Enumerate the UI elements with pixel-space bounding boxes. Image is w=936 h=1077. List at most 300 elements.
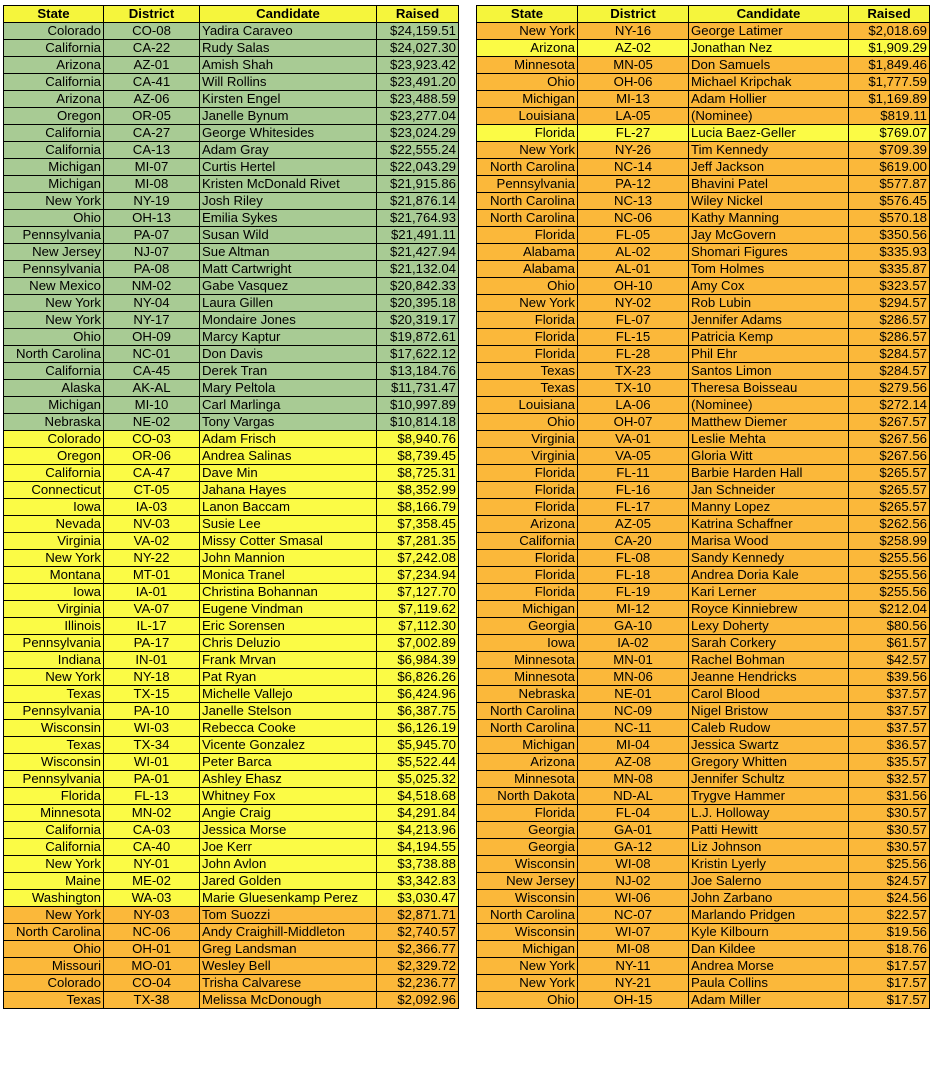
table-row <box>4 465 459 482</box>
candidate-cell: Phil Ehr <box>689 346 849 363</box>
raised-cell: $21,915.86 <box>377 176 459 193</box>
district-cell: IN-01 <box>104 652 200 669</box>
state-cell: Texas <box>4 992 104 1009</box>
raised-cell: $255.56 <box>849 550 930 567</box>
state-cell: California <box>4 125 104 142</box>
state-cell: North Carolina <box>4 346 104 363</box>
raised-cell: $7,281.35 <box>377 533 459 550</box>
table-row <box>4 261 459 278</box>
district-cell: MN-05 <box>578 57 689 74</box>
state-cell: Virginia <box>4 601 104 618</box>
state-cell: Nebraska <box>477 686 578 703</box>
state-cell: California <box>4 839 104 856</box>
candidate-cell: Marie Gluesenkamp Perez <box>200 890 377 907</box>
table-row <box>4 363 459 380</box>
raised-cell: $2,871.71 <box>377 907 459 924</box>
state-cell: New Mexico <box>4 278 104 295</box>
header-row <box>4 6 459 23</box>
raised-cell: $18.76 <box>849 941 930 958</box>
state-cell: Michigan <box>477 941 578 958</box>
table-row <box>4 278 459 295</box>
candidate-cell: Gabe Vasquez <box>200 278 377 295</box>
state-cell: North Carolina <box>477 720 578 737</box>
table-row <box>4 720 459 737</box>
state-cell: Colorado <box>4 431 104 448</box>
district-cell: CA-47 <box>104 465 200 482</box>
raised-cell: $2,236.77 <box>377 975 459 992</box>
candidate-cell: Curtis Hertel <box>200 159 377 176</box>
candidate-cell: John Mannion <box>200 550 377 567</box>
raised-cell: $37.57 <box>849 686 930 703</box>
district-cell: NC-06 <box>104 924 200 941</box>
candidate-cell: Don Samuels <box>689 57 849 74</box>
candidate-cell: Eugene Vindman <box>200 601 377 618</box>
table-row <box>4 805 459 822</box>
raised-cell: $6,387.75 <box>377 703 459 720</box>
district-cell: OR-05 <box>104 108 200 125</box>
candidate-cell: Adam Hollier <box>689 91 849 108</box>
raised-cell: $294.57 <box>849 295 930 312</box>
table-row <box>4 210 459 227</box>
table-row <box>477 125 930 142</box>
district-cell: FL-19 <box>578 584 689 601</box>
state-cell: Florida <box>477 499 578 516</box>
state-cell: Pennsylvania <box>4 227 104 244</box>
table-row <box>477 227 930 244</box>
table-row <box>477 601 930 618</box>
state-cell: New York <box>477 142 578 159</box>
raised-cell: $3,342.83 <box>377 873 459 890</box>
district-cell: MI-10 <box>104 397 200 414</box>
table-row <box>4 975 459 992</box>
state-cell: North Carolina <box>477 703 578 720</box>
table-row <box>477 924 930 941</box>
raised-cell: $819.11 <box>849 108 930 125</box>
candidate-cell: Manny Lopez <box>689 499 849 516</box>
table-row <box>477 941 930 958</box>
raised-cell: $17.57 <box>849 958 930 975</box>
raised-cell: $709.39 <box>849 142 930 159</box>
candidate-cell: Kathy Manning <box>689 210 849 227</box>
district-cell: MN-06 <box>578 669 689 686</box>
raised-cell: $37.57 <box>849 720 930 737</box>
candidate-cell: Pat Ryan <box>200 669 377 686</box>
state-cell: New York <box>477 958 578 975</box>
district-cell: GA-10 <box>578 618 689 635</box>
state-cell: California <box>4 465 104 482</box>
table-row <box>477 23 930 40</box>
candidate-cell: Tom Suozzi <box>200 907 377 924</box>
district-cell: VA-01 <box>578 431 689 448</box>
raised-cell: $577.87 <box>849 176 930 193</box>
district-cell: CA-20 <box>578 533 689 550</box>
raised-cell: $1,909.29 <box>849 40 930 57</box>
state-cell: Virginia <box>477 448 578 465</box>
table-row <box>477 312 930 329</box>
raised-cell: $265.57 <box>849 499 930 516</box>
table-row <box>4 703 459 720</box>
table-row <box>4 176 459 193</box>
raised-cell: $267.56 <box>849 431 930 448</box>
district-cell: CA-40 <box>104 839 200 856</box>
table-row <box>477 992 930 1009</box>
raised-cell: $24.56 <box>849 890 930 907</box>
state-cell: Florida <box>477 227 578 244</box>
table-row <box>477 278 930 295</box>
table-row <box>4 754 459 771</box>
state-cell: Virginia <box>477 431 578 448</box>
candidate-cell: Derek Tran <box>200 363 377 380</box>
raised-cell: $21,427.94 <box>377 244 459 261</box>
table-row <box>4 618 459 635</box>
table-row <box>4 380 459 397</box>
state-cell: North Carolina <box>4 924 104 941</box>
right-table-container <box>476 5 930 1009</box>
district-cell: NJ-02 <box>578 873 689 890</box>
candidate-cell: Leslie Mehta <box>689 431 849 448</box>
raised-cell: $267.57 <box>849 414 930 431</box>
district-cell: MI-07 <box>104 159 200 176</box>
district-cell: CA-41 <box>104 74 200 91</box>
state-cell: Nebraska <box>4 414 104 431</box>
district-cell: PA-07 <box>104 227 200 244</box>
district-cell: VA-07 <box>104 601 200 618</box>
state-cell: New York <box>4 907 104 924</box>
district-cell: NY-22 <box>104 550 200 567</box>
district-cell: CA-03 <box>104 822 200 839</box>
raised-cell: $25.56 <box>849 856 930 873</box>
raised-cell: $21,764.93 <box>377 210 459 227</box>
state-cell: Georgia <box>477 822 578 839</box>
state-cell: New York <box>477 975 578 992</box>
table-row <box>477 142 930 159</box>
district-cell: MT-01 <box>104 567 200 584</box>
state-cell: North Carolina <box>477 907 578 924</box>
candidate-cell: Jay McGovern <box>689 227 849 244</box>
candidate-cell: Marlando Pridgen <box>689 907 849 924</box>
raised-cell: $1,849.46 <box>849 57 930 74</box>
state-cell: Montana <box>4 567 104 584</box>
table-row <box>4 873 459 890</box>
state-cell: Wisconsin <box>4 720 104 737</box>
state-cell: Pennsylvania <box>4 635 104 652</box>
table-row <box>477 329 930 346</box>
raised-cell: $30.57 <box>849 805 930 822</box>
raised-cell: $7,358.45 <box>377 516 459 533</box>
state-cell: Florida <box>477 329 578 346</box>
table-row <box>4 839 459 856</box>
candidate-cell: Carol Blood <box>689 686 849 703</box>
candidate-cell: Eric Sorensen <box>200 618 377 635</box>
table-row <box>477 380 930 397</box>
table-row <box>477 652 930 669</box>
table-row <box>4 295 459 312</box>
district-cell: NY-19 <box>104 193 200 210</box>
raised-cell: $10,814.18 <box>377 414 459 431</box>
table-row <box>477 907 930 924</box>
district-cell: NY-04 <box>104 295 200 312</box>
district-cell: CA-27 <box>104 125 200 142</box>
header-row <box>477 6 930 23</box>
state-cell: Oregon <box>4 448 104 465</box>
district-cell: FL-18 <box>578 567 689 584</box>
table-row <box>477 822 930 839</box>
district-cell: AZ-05 <box>578 516 689 533</box>
candidate-cell: Amy Cox <box>689 278 849 295</box>
table-row <box>477 363 930 380</box>
raised-cell: $21,491.11 <box>377 227 459 244</box>
raised-cell: $7,112.30 <box>377 618 459 635</box>
raised-cell: $23,024.29 <box>377 125 459 142</box>
raised-cell: $5,945.70 <box>377 737 459 754</box>
table-row <box>4 822 459 839</box>
state-cell: California <box>4 822 104 839</box>
table-row <box>477 74 930 91</box>
raised-cell: $61.57 <box>849 635 930 652</box>
raised-cell: $255.56 <box>849 567 930 584</box>
table-row <box>477 40 930 57</box>
candidate-cell: (Nominee) <box>689 108 849 125</box>
candidate-cell: Jonathan Nez <box>689 40 849 57</box>
candidate-cell: Andrea Doria Kale <box>689 567 849 584</box>
candidate-cell: Tony Vargas <box>200 414 377 431</box>
state-cell: Minnesota <box>4 805 104 822</box>
state-cell: Colorado <box>4 23 104 40</box>
table-row <box>477 516 930 533</box>
fundraising-table-left <box>3 5 459 1009</box>
candidate-cell: Matthew Diemer <box>689 414 849 431</box>
table-row <box>477 618 930 635</box>
state-cell: New York <box>4 856 104 873</box>
raised-cell: $5,025.32 <box>377 771 459 788</box>
raised-cell: $39.56 <box>849 669 930 686</box>
state-cell: New York <box>4 312 104 329</box>
table-row <box>477 346 930 363</box>
candidate-cell: Christina Bohannan <box>200 584 377 601</box>
state-cell: Virginia <box>4 533 104 550</box>
raised-cell: $769.07 <box>849 125 930 142</box>
district-cell: GA-12 <box>578 839 689 856</box>
district-cell: PA-01 <box>104 771 200 788</box>
raised-cell: $2,329.72 <box>377 958 459 975</box>
district-cell: MN-01 <box>578 652 689 669</box>
district-cell: AZ-06 <box>104 91 200 108</box>
district-cell: ND-AL <box>578 788 689 805</box>
candidate-cell: Monica Tranel <box>200 567 377 584</box>
table-row <box>4 193 459 210</box>
district-cell: WI-03 <box>104 720 200 737</box>
candidate-cell: Rudy Salas <box>200 40 377 57</box>
district-cell: CO-04 <box>104 975 200 992</box>
raised-cell: $1,777.59 <box>849 74 930 91</box>
table-row <box>4 533 459 550</box>
table-row <box>477 448 930 465</box>
district-cell: WI-01 <box>104 754 200 771</box>
table-body-right <box>477 23 930 1009</box>
table-row <box>477 635 930 652</box>
district-cell: AL-02 <box>578 244 689 261</box>
candidate-cell: John Zarbano <box>689 890 849 907</box>
state-cell: Arizona <box>4 91 104 108</box>
district-cell: NY-02 <box>578 295 689 312</box>
district-cell: OH-09 <box>104 329 200 346</box>
table-row <box>477 482 930 499</box>
district-cell: VA-02 <box>104 533 200 550</box>
candidate-cell: Yadira Caraveo <box>200 23 377 40</box>
table-row <box>477 397 930 414</box>
candidate-cell: Joe Kerr <box>200 839 377 856</box>
state-cell: Maine <box>4 873 104 890</box>
district-cell: PA-17 <box>104 635 200 652</box>
table-row <box>477 805 930 822</box>
raised-cell: $35.57 <box>849 754 930 771</box>
district-cell: OH-06 <box>578 74 689 91</box>
header-state: State <box>4 6 104 23</box>
raised-cell: $570.18 <box>849 210 930 227</box>
district-cell: CA-22 <box>104 40 200 57</box>
district-cell: NY-03 <box>104 907 200 924</box>
candidate-cell: Sarah Corkery <box>689 635 849 652</box>
table-row <box>4 431 459 448</box>
district-cell: TX-38 <box>104 992 200 1009</box>
district-cell: IL-17 <box>104 618 200 635</box>
district-cell: NC-11 <box>578 720 689 737</box>
state-cell: Wisconsin <box>477 890 578 907</box>
candidate-cell: Santos Limon <box>689 363 849 380</box>
candidate-cell: Emilia Sykes <box>200 210 377 227</box>
district-cell: TX-23 <box>578 363 689 380</box>
district-cell: CT-05 <box>104 482 200 499</box>
candidate-cell: Michelle Vallejo <box>200 686 377 703</box>
raised-cell: $2,366.77 <box>377 941 459 958</box>
candidate-cell: Jan Schneider <box>689 482 849 499</box>
candidate-cell: Rachel Bohman <box>689 652 849 669</box>
table-row <box>477 550 930 567</box>
raised-cell: $24,027.30 <box>377 40 459 57</box>
district-cell: NY-17 <box>104 312 200 329</box>
district-cell: AZ-01 <box>104 57 200 74</box>
table-row <box>477 958 930 975</box>
candidate-cell: Kari Lerner <box>689 584 849 601</box>
district-cell: IA-02 <box>578 635 689 652</box>
raised-cell: $335.87 <box>849 261 930 278</box>
district-cell: CA-13 <box>104 142 200 159</box>
district-cell: NJ-07 <box>104 244 200 261</box>
state-cell: Ohio <box>4 210 104 227</box>
raised-cell: $258.99 <box>849 533 930 550</box>
candidate-cell: Ashley Ehasz <box>200 771 377 788</box>
header-raised: Raised <box>377 6 459 23</box>
district-cell: CO-08 <box>104 23 200 40</box>
table-row <box>477 414 930 431</box>
raised-cell: $13,184.76 <box>377 363 459 380</box>
candidate-cell: Sue Altman <box>200 244 377 261</box>
state-cell: Michigan <box>4 397 104 414</box>
table-row <box>477 499 930 516</box>
candidate-cell: Theresa Boisseau <box>689 380 849 397</box>
district-cell: NC-13 <box>578 193 689 210</box>
district-cell: AZ-08 <box>578 754 689 771</box>
candidate-cell: Melissa McDonough <box>200 992 377 1009</box>
table-row <box>4 40 459 57</box>
raised-cell: $4,213.96 <box>377 822 459 839</box>
table-row <box>477 788 930 805</box>
state-cell: Minnesota <box>477 652 578 669</box>
state-cell: Ohio <box>477 278 578 295</box>
raised-cell: $20,319.17 <box>377 312 459 329</box>
state-cell: Louisiana <box>477 397 578 414</box>
state-cell: Michigan <box>4 176 104 193</box>
state-cell: Michigan <box>477 737 578 754</box>
district-cell: MN-02 <box>104 805 200 822</box>
district-cell: TX-10 <box>578 380 689 397</box>
candidate-cell: Gregory Whitten <box>689 754 849 771</box>
raised-cell: $7,242.08 <box>377 550 459 567</box>
raised-cell: $619.00 <box>849 159 930 176</box>
state-cell: Pennsylvania <box>4 261 104 278</box>
state-cell: Connecticut <box>4 482 104 499</box>
candidate-cell: Trisha Calvarese <box>200 975 377 992</box>
raised-cell: $10,997.89 <box>377 397 459 414</box>
table-row <box>477 720 930 737</box>
raised-cell: $284.57 <box>849 363 930 380</box>
raised-cell: $2,018.69 <box>849 23 930 40</box>
fundraising-table-right <box>476 5 930 1009</box>
district-cell: MN-08 <box>578 771 689 788</box>
table-row <box>4 397 459 414</box>
table-row <box>477 856 930 873</box>
raised-cell: $23,491.20 <box>377 74 459 91</box>
table-row <box>477 57 930 74</box>
candidate-cell: Shomari Figures <box>689 244 849 261</box>
state-cell: Wisconsin <box>477 856 578 873</box>
district-cell: OH-15 <box>578 992 689 1009</box>
table-row <box>477 975 930 992</box>
raised-cell: $30.57 <box>849 839 930 856</box>
table-row <box>477 431 930 448</box>
district-cell: NY-01 <box>104 856 200 873</box>
district-cell: NC-07 <box>578 907 689 924</box>
table-row <box>4 669 459 686</box>
district-cell: OH-07 <box>578 414 689 431</box>
district-cell: ME-02 <box>104 873 200 890</box>
table-row <box>4 856 459 873</box>
district-cell: PA-10 <box>104 703 200 720</box>
table-body-left <box>4 23 459 1009</box>
raised-cell: $8,352.99 <box>377 482 459 499</box>
candidate-cell: Josh Riley <box>200 193 377 210</box>
state-cell: Minnesota <box>477 669 578 686</box>
table-row <box>4 771 459 788</box>
candidate-cell: Adam Miller <box>689 992 849 1009</box>
district-cell: NC-06 <box>578 210 689 227</box>
district-cell: NY-26 <box>578 142 689 159</box>
state-cell: Alabama <box>477 244 578 261</box>
raised-cell: $3,030.47 <box>377 890 459 907</box>
district-cell: VA-05 <box>578 448 689 465</box>
raised-cell: $255.56 <box>849 584 930 601</box>
candidate-cell: Trygve Hammer <box>689 788 849 805</box>
table-row <box>477 873 930 890</box>
table-row <box>477 193 930 210</box>
candidate-cell: Adam Gray <box>200 142 377 159</box>
candidate-cell: Marcy Kaptur <box>200 329 377 346</box>
state-cell: Colorado <box>4 975 104 992</box>
table-row <box>4 57 459 74</box>
raised-cell: $267.56 <box>849 448 930 465</box>
district-cell: MO-01 <box>104 958 200 975</box>
candidate-cell: Jeff Jackson <box>689 159 849 176</box>
